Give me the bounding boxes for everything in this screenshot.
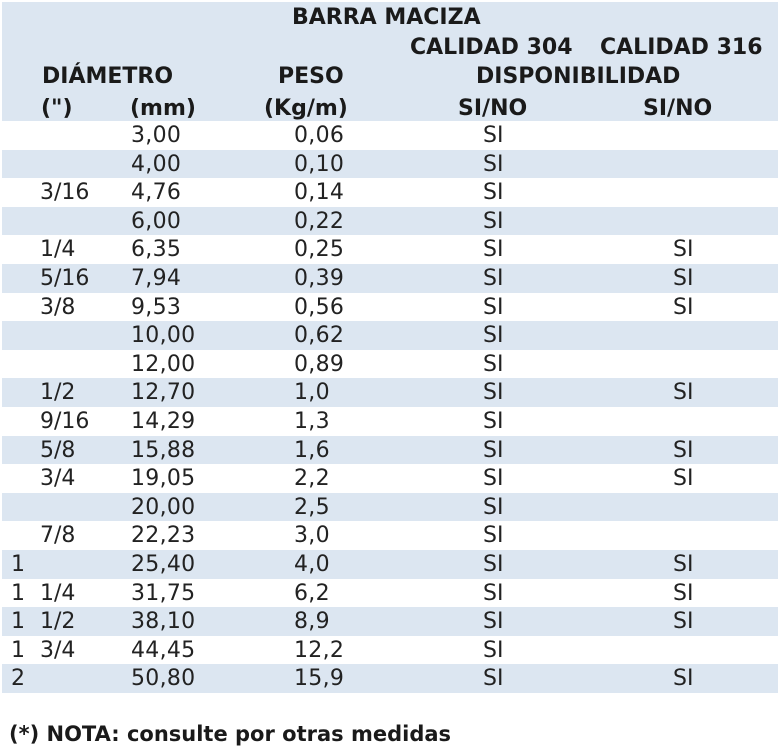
cell-inch-whole: 1 — [11, 580, 25, 606]
cell-inch-fraction: 3/4 — [40, 466, 76, 492]
cell-weight: 0,06 — [294, 123, 345, 148]
cell-weight: 0,56 — [294, 294, 345, 320]
table-row — [2, 607, 778, 636]
header-quality-316: CALIDAD 316 — [600, 35, 763, 60]
cell-diameter-mm: 4,76 — [131, 180, 182, 206]
cell-diameter-mm: 50,80 — [131, 666, 196, 692]
cell-weight: 0,10 — [294, 151, 345, 177]
cell-weight: 15,9 — [294, 666, 345, 692]
cell-inch-whole: 1 — [11, 551, 25, 577]
table-row — [2, 235, 778, 264]
table-row — [2, 521, 778, 550]
cell-availability-316: SI — [673, 265, 694, 291]
cell-weight: 0,14 — [294, 180, 345, 206]
cell-availability-316: SI — [673, 666, 694, 692]
cell-availability-316: SI — [673, 466, 694, 492]
table-row — [2, 150, 778, 179]
cell-availability-304: SI — [483, 380, 504, 406]
cell-weight: 3,0 — [294, 523, 330, 549]
header-unit-inch: (") — [41, 96, 73, 121]
cell-availability-304: SI — [483, 237, 504, 263]
table-title: BARRA MACIZA — [292, 5, 481, 30]
table-header — [2, 2, 778, 121]
cell-inch-fraction: 9/16 — [40, 408, 90, 434]
cell-inch-fraction: 3/8 — [40, 294, 76, 320]
header-unit-kgm: (Kg/m) — [264, 96, 348, 121]
table-row — [2, 121, 778, 150]
cell-availability-316: SI — [673, 609, 694, 635]
table-row — [2, 350, 778, 379]
table-row — [2, 207, 778, 236]
cell-availability-304: SI — [483, 151, 504, 177]
cell-diameter-mm: 12,00 — [131, 351, 196, 377]
cell-inch-fraction: 1/4 — [40, 580, 76, 606]
cell-diameter-mm: 14,29 — [131, 408, 196, 434]
table-row — [2, 407, 778, 436]
cell-diameter-mm: 12,70 — [131, 380, 196, 406]
cell-diameter-mm: 38,10 — [131, 609, 196, 635]
cell-weight: 1,6 — [294, 437, 330, 463]
header-unit-mm: (mm) — [130, 96, 196, 121]
cell-availability-304: SI — [483, 408, 504, 434]
cell-availability-304: SI — [483, 523, 504, 549]
table-row — [2, 293, 778, 322]
cell-availability-316: SI — [673, 380, 694, 406]
cell-weight: 1,0 — [294, 380, 330, 406]
cell-inch-whole: 2 — [11, 666, 25, 692]
cell-availability-304: SI — [483, 294, 504, 320]
table-row — [2, 321, 778, 350]
cell-diameter-mm: 4,00 — [131, 151, 182, 177]
header-yesno-304: SI/NO — [458, 96, 528, 121]
cell-availability-304: SI — [483, 551, 504, 577]
footnote: (*) NOTA: consulte por otras medidas — [9, 722, 452, 746]
cell-availability-304: SI — [483, 494, 504, 520]
cell-weight: 0,39 — [294, 265, 345, 291]
cell-weight: 0,62 — [294, 323, 345, 349]
table-row — [2, 664, 778, 693]
cell-diameter-mm: 7,94 — [131, 265, 182, 291]
table-row — [2, 436, 778, 465]
cell-weight: 12,2 — [294, 637, 345, 663]
header-quality-304: CALIDAD 304 — [410, 35, 573, 60]
cell-availability-316: SI — [673, 294, 694, 320]
cell-diameter-mm: 20,00 — [131, 494, 196, 520]
cell-diameter-mm: 6,00 — [131, 208, 182, 234]
cell-availability-304: SI — [483, 208, 504, 234]
cell-inch-fraction: 7/8 — [40, 523, 76, 549]
cell-weight: 0,25 — [294, 237, 345, 263]
cell-availability-304: SI — [483, 323, 504, 349]
cell-availability-304: SI — [483, 437, 504, 463]
table-row — [2, 579, 778, 608]
cell-inch-fraction: 1/2 — [40, 609, 76, 635]
cell-inch-whole: 1 — [11, 637, 25, 663]
table-row — [2, 178, 778, 207]
cell-availability-304: SI — [483, 466, 504, 492]
cell-diameter-mm: 19,05 — [131, 466, 196, 492]
cell-weight: 6,2 — [294, 580, 330, 606]
cell-inch-whole: 1 — [11, 609, 25, 635]
cell-availability-304: SI — [483, 351, 504, 377]
table-row — [2, 378, 778, 407]
cell-inch-fraction: 3/4 — [40, 637, 76, 663]
cell-availability-316: SI — [673, 437, 694, 463]
table-row — [2, 550, 778, 579]
header-weight: PESO — [278, 64, 344, 89]
header-availability: DISPONIBILIDAD — [476, 64, 681, 89]
cell-weight: 4,0 — [294, 551, 330, 577]
cell-inch-fraction: 3/16 — [40, 180, 90, 206]
cell-availability-316: SI — [673, 237, 694, 263]
cell-diameter-mm: 15,88 — [131, 437, 196, 463]
solid-bar-table — [2, 2, 778, 751]
cell-inch-fraction: 5/16 — [40, 265, 90, 291]
cell-availability-316: SI — [673, 551, 694, 577]
cell-inch-fraction: 1/2 — [40, 380, 76, 406]
cell-availability-304: SI — [483, 123, 504, 148]
cell-inch-fraction: 1/4 — [40, 237, 76, 263]
cell-diameter-mm: 3,00 — [131, 123, 182, 148]
header-yesno-316: SI/NO — [643, 96, 713, 121]
cell-diameter-mm: 22,23 — [131, 523, 196, 549]
table-row — [2, 636, 778, 665]
cell-availability-304: SI — [483, 580, 504, 606]
cell-diameter-mm: 10,00 — [131, 323, 196, 349]
cell-weight: 0,22 — [294, 208, 345, 234]
header-diameter: DIÁMETRO — [42, 64, 174, 89]
cell-availability-304: SI — [483, 637, 504, 663]
cell-diameter-mm: 31,75 — [131, 580, 196, 606]
cell-diameter-mm: 25,40 — [131, 551, 196, 577]
cell-weight: 8,9 — [294, 609, 330, 635]
table-row — [2, 264, 778, 293]
cell-diameter-mm: 6,35 — [131, 237, 182, 263]
cell-weight: 2,2 — [294, 466, 330, 492]
cell-inch-fraction: 5/8 — [40, 437, 76, 463]
cell-availability-304: SI — [483, 265, 504, 291]
cell-diameter-mm: 9,53 — [131, 294, 182, 320]
cell-availability-316: SI — [673, 580, 694, 606]
table-body — [2, 121, 778, 693]
table-row — [2, 464, 778, 493]
cell-availability-304: SI — [483, 180, 504, 206]
cell-weight: 2,5 — [294, 494, 330, 520]
cell-weight: 0,89 — [294, 351, 345, 377]
cell-availability-304: SI — [483, 666, 504, 692]
table-row — [2, 493, 778, 522]
cell-availability-304: SI — [483, 609, 504, 635]
cell-weight: 1,3 — [294, 408, 330, 434]
cell-diameter-mm: 44,45 — [131, 637, 196, 663]
